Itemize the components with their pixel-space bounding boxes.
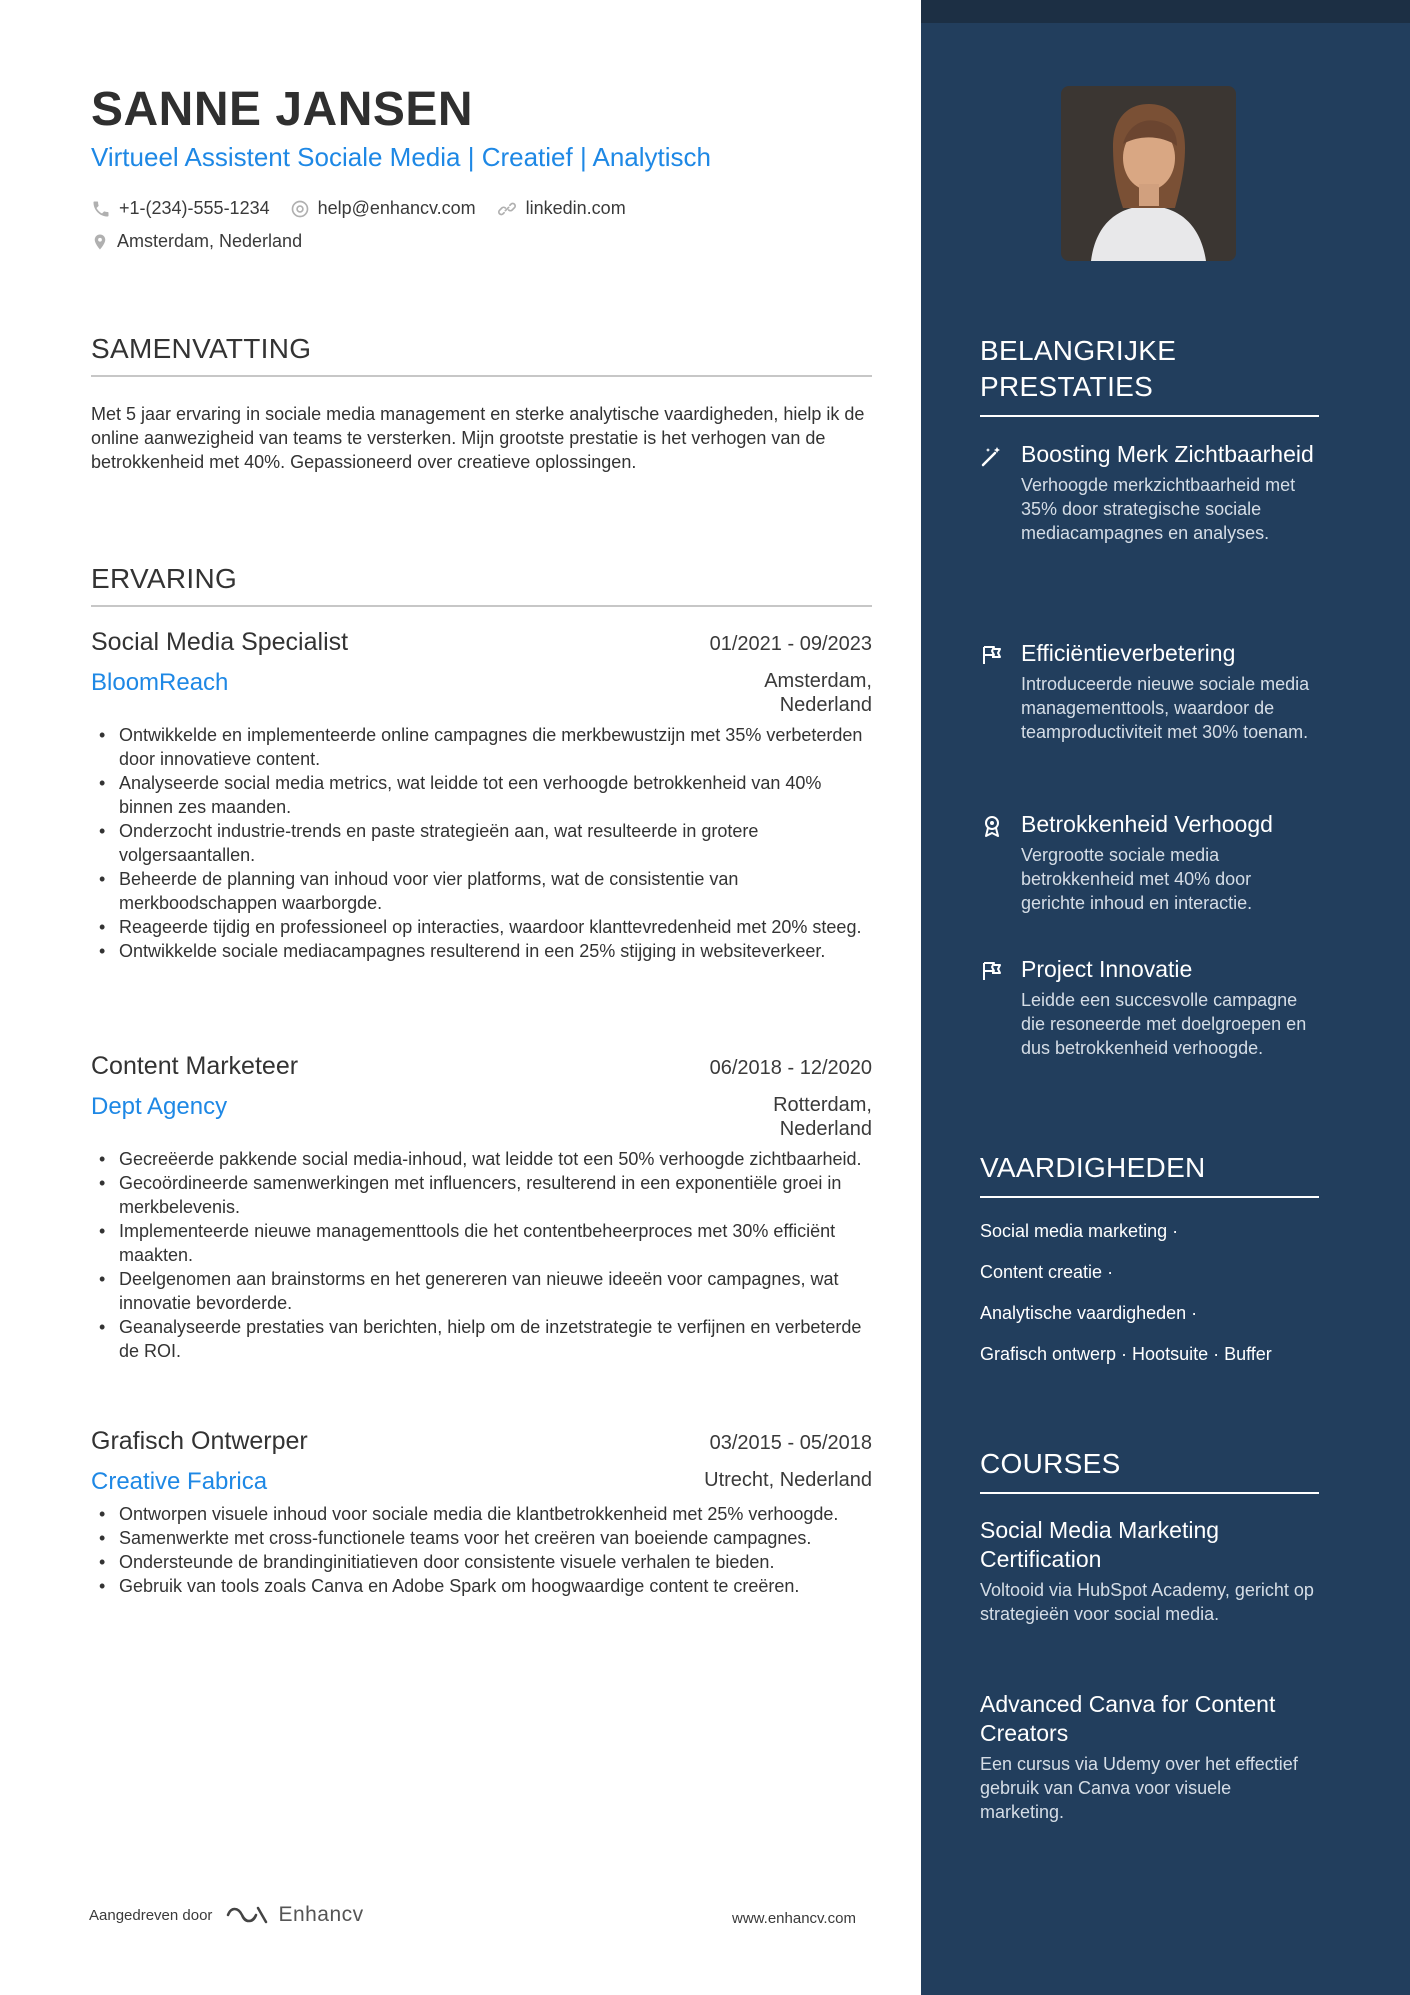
job-bullets (91, 1147, 872, 1363)
location-text: Amsterdam, Nederland (117, 231, 303, 251)
job-dates: 06/2018 - 12/2020 (709, 1057, 872, 1079)
achievement-title: Boosting Merk Zichtbaarheid (1021, 441, 1314, 467)
job-location (773, 1093, 872, 1141)
award-icon (980, 814, 1004, 838)
job-bullet: • Gecreëerde pakkende social media-inhoud, wat leidde tot een 50% verhoogde zichtbaarheid. (91, 1147, 872, 1171)
job-location-line1: Amsterdam, (764, 670, 872, 692)
at-icon (290, 199, 310, 219)
job-bullet: • Reageerde tijdig en professioneel op interacties, waardoor klanttevredenheid met 20% steeg. (91, 915, 872, 939)
achievement-title: Efficiëntieverbetering (1021, 640, 1236, 666)
achievement-desc: Vergrootte sociale media betrokkenheid met 40% door gerichte inhoud en interactie. (1021, 845, 1253, 913)
skill-line: Analytische vaardigheden · (980, 1303, 1198, 1323)
sidebar (921, 0, 1410, 1995)
job-dates: 03/2015 - 05/2018 (709, 1432, 872, 1454)
phone-icon (91, 199, 111, 219)
job-bullet: • Samenwerkte met cross-functionele teams voor het creëren van boeiende campagnes. (91, 1526, 872, 1550)
job-entry (91, 628, 872, 963)
profile-photo (1061, 86, 1236, 261)
achievement-item (980, 955, 1320, 1060)
job-bullet: • Ontwikkelde sociale mediacampagnes resulterend in een 25% stijging in websiteverkeer. (91, 939, 872, 963)
achievement-item (980, 440, 1320, 545)
achievement-desc: Verhoogde merkzichtbaarheid met 35% door strategische sociale mediacampagnes en analyses. (1021, 475, 1296, 543)
contact-email[interactable] (290, 198, 476, 219)
contact-phone (91, 198, 270, 219)
skills-heading: VAARDIGHEDEN (980, 1150, 1319, 1198)
job-title: Content Marketeer (91, 1052, 299, 1080)
course-desc: Een cursus via Udemy over het effectief gebruik van Canva voor visuele marketing. (980, 1754, 1298, 1822)
footer-website[interactable]: www.enhancv.com (732, 1910, 856, 1927)
job-bullets (91, 723, 872, 963)
achievement-desc: Leidde een succesvolle campagne die resoneerde met doelgroepen en dus betrokkenheid verhoogde. (1021, 990, 1307, 1058)
job-location-line2: Nederland (779, 1118, 872, 1140)
job-bullets (91, 1502, 872, 1598)
location-pin-icon (91, 232, 109, 252)
job-location (704, 1468, 872, 1496)
job-bullet: • Implementeerde nieuwe managementtools die het contentbeheerproces met 30% efficiënt maakten. (91, 1219, 872, 1267)
courses-heading: COURSES (980, 1446, 1319, 1494)
achievement-desc: Introduceerde nieuwe sociale media managementtools, waardoor de teamproductiviteit met 30% toenam. (1021, 674, 1310, 742)
job-entry (91, 1427, 872, 1598)
contact-row-2 (91, 231, 322, 252)
job-company: Creative Fabrica (91, 1468, 268, 1495)
magic-wand-icon (980, 444, 1004, 468)
flag-icon (980, 959, 1004, 983)
job-bullet: • Ondersteunde de brandinginitiatieven door consistente visuele verhalen te bieden. (91, 1550, 872, 1574)
job-location-line1: Utrecht, Nederland (704, 1469, 872, 1491)
job-company: Dept Agency (91, 1093, 228, 1120)
contact-linkedin[interactable] (496, 198, 626, 219)
sidebar-top-bar (921, 0, 1410, 23)
job-location-line1: Rotterdam, (773, 1094, 872, 1116)
contact-row (91, 198, 646, 219)
summary-text: Met 5 jaar ervaring in sociale media management en sterke analytische vaardigheden, hielp ik de online aanwezigheid van teams te versterken. Mijn grootste prestatie is het verhogen van de betrokkenheid met 40%. Gepassioneerd over creatieve oplossingen. (91, 404, 865, 472)
phone-text: +1-(234)-555-1234 (119, 198, 270, 218)
achievement-title: Project Innovatie (1021, 956, 1193, 982)
job-entry (91, 1052, 872, 1363)
job-location (764, 669, 872, 717)
job-title: Grafisch Ontwerper (91, 1427, 308, 1455)
contact-location (91, 231, 302, 252)
job-company: BloomReach (91, 669, 229, 696)
footer-powered-by (89, 1903, 364, 1927)
job-bullet: • Gecoördineerde samenwerkingen met influencers, resulterend in een exponentiële groei in merkbelevenis. (91, 1171, 872, 1219)
skill-line: Social media marketing · (980, 1221, 1179, 1241)
skill-line: Grafisch ontwerp · Hootsuite · Buffer (980, 1344, 1272, 1364)
job-bullet: • Gebruik van tools zoals Canva en Adobe Spark om hoogwaardige content te creëren. (91, 1574, 872, 1598)
achievement-item (980, 810, 1320, 915)
achievements-heading: BELANGRIJKE PRESTATIES (980, 333, 1319, 417)
job-bullet: • Geanalyseerde prestaties van berichten, hielp om de inzetstrategie te verfijnen en verbeterde de ROI. (91, 1315, 872, 1363)
powered-by-text: Aangedreven door (89, 1906, 213, 1924)
job-bullet: • Beheerde de planning van inhoud voor vier platforms, wat de consistentie van merkboodschappen waarborgde. (91, 867, 872, 915)
job-dates: 01/2021 - 09/2023 (709, 633, 872, 655)
course-item (980, 1516, 1320, 1626)
job-bullet: • Ontwikkelde en implementeerde online campagnes die merkbewustzijn met 35% verbeterden door innovatieve content. (91, 723, 872, 771)
link-icon (496, 199, 518, 219)
job-bullet: • Deelgenomen aan brainstorms en het genereren van nieuwe ideeën voor campagnes, wat innovatie bevorderde. (91, 1267, 872, 1315)
job-bullet: • Onderzocht industrie-trends en paste strategieën aan, wat resulteerde in grotere volgersaantallen. (91, 819, 872, 867)
course-title: Social Media Marketing Certification (980, 1517, 1220, 1572)
brand-name: Enhancv (278, 1903, 364, 1926)
enhancv-logo-icon (224, 1903, 270, 1927)
course-item (980, 1690, 1320, 1824)
job-location-line2: Nederland (779, 694, 872, 716)
flag-icon (980, 643, 1004, 667)
candidate-headline: Virtueel Assistent Sociale Media | Creatief | Analytisch (91, 142, 712, 172)
email-text: help@enhancv.com (317, 198, 476, 218)
job-bullet: • Ontworpen visuele inhoud voor sociale media die klantbetrokkenheid met 25% verhoogde. (91, 1502, 872, 1526)
course-title: Advanced Canva for Content Creators (980, 1691, 1276, 1746)
achievement-title: Betrokkenheid Verhoogd (1021, 811, 1273, 837)
skill-line: Content creatie · (980, 1262, 1114, 1282)
course-desc: Voltooid via HubSpot Academy, gericht op strategieën voor social media. (980, 1580, 1314, 1624)
candidate-name: SANNE JANSEN (91, 83, 474, 136)
experience-heading: ERVARING (91, 563, 872, 607)
summary-heading: SAMENVATTING (91, 333, 872, 377)
avatar (1061, 86, 1236, 261)
job-title: Social Media Specialist (91, 628, 349, 656)
achievement-item (980, 639, 1320, 744)
linkedin-text: linkedin.com (525, 198, 626, 218)
job-bullet: • Analyseerde social media metrics, wat leidde tot een verhoogde betrokkenheid van 40% binnen zes maanden. (91, 771, 872, 819)
